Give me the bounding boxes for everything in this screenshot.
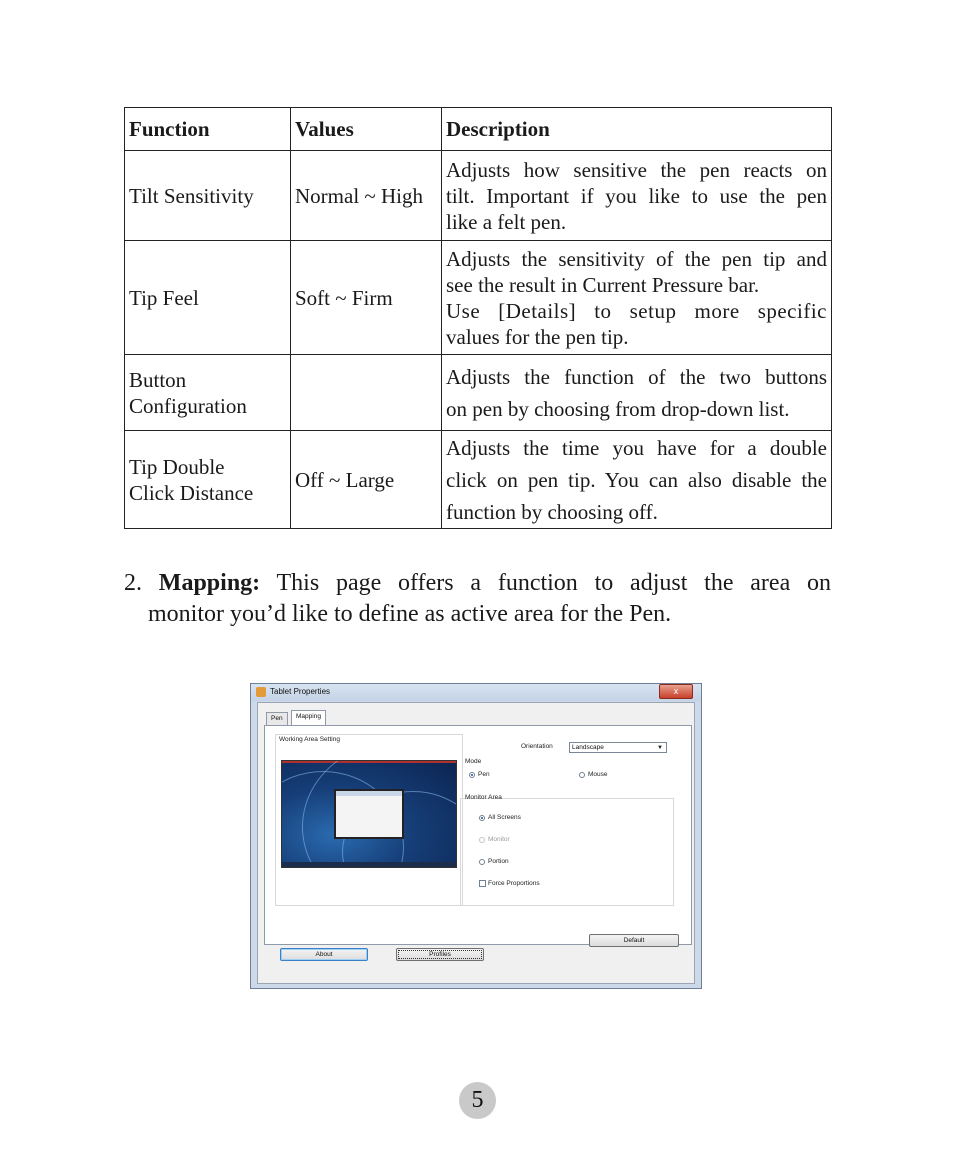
- portion-label: Portion: [488, 858, 509, 865]
- table-row: [125, 355, 832, 431]
- paragraph-line-1: This page offers a function to adjust the area on: [276, 570, 832, 596]
- cell-function: Tip Double Click Distance: [125, 431, 291, 529]
- mapping-heading: Mapping:: [158, 570, 261, 596]
- table-row: [125, 241, 832, 355]
- cell-values: Off ~ Large: [291, 431, 442, 529]
- table-row: [125, 151, 832, 241]
- cell-description: Adjusts the time you have for a double click on pen tip. You can also disable the function by choosing off.: [442, 431, 832, 529]
- mode-label: Mode: [465, 758, 482, 765]
- force-proportions-label: Force Proportions: [488, 880, 540, 887]
- orientation-select[interactable]: Landscape ▼: [569, 742, 667, 753]
- title-bar: [251, 684, 701, 701]
- profiles-button[interactable]: Profiles: [396, 948, 484, 961]
- all-screens-label: All Screens: [488, 814, 521, 821]
- cell-function: Button Configuration: [125, 355, 291, 431]
- monitor-area-label: Monitor Area: [465, 794, 502, 801]
- monitor-label: Monitor: [488, 836, 510, 843]
- app-icon: [256, 687, 266, 697]
- mode-pen-label: Pen: [478, 771, 490, 778]
- default-button[interactable]: Default: [589, 934, 679, 947]
- about-button[interactable]: About: [280, 948, 368, 961]
- preview-window: [334, 789, 404, 839]
- mode-mouse-label: Mouse: [588, 771, 608, 778]
- header-values: Values: [291, 108, 442, 151]
- mapping-panel: [264, 725, 692, 945]
- mapping-paragraph: [124, 568, 831, 630]
- page-number: 5: [459, 1082, 496, 1119]
- paragraph-line-2: monitor you’d like to define as active area for the Pen.: [148, 601, 672, 627]
- close-button[interactable]: x: [659, 684, 693, 699]
- cell-description: Adjusts the function of the two buttons on pen by choosing from drop-down list.: [442, 355, 832, 431]
- tab-mapping[interactable]: Mapping: [291, 710, 326, 726]
- cell-description: Adjusts how sensitive the pen reacts on tilt. Important if you like to use the pen like a felt pen.: [442, 151, 832, 241]
- force-proportions-checkbox[interactable]: [479, 880, 486, 887]
- tab-pen[interactable]: Pen: [266, 712, 288, 725]
- mode-mouse-radio[interactable]: [579, 772, 585, 778]
- cell-function: Tilt Sensitivity: [125, 151, 291, 241]
- window-title: Tablet Properties: [270, 687, 331, 696]
- cell-function: Tip Feel: [125, 241, 291, 355]
- cell-values: Normal ~ High: [291, 151, 442, 241]
- table-row: [125, 431, 832, 529]
- cell-values: Soft ~ Firm: [291, 241, 442, 355]
- monitor-radio[interactable]: [479, 837, 485, 843]
- working-area-label: Working Area Setting: [279, 736, 340, 743]
- all-screens-radio[interactable]: [479, 815, 485, 821]
- chevron-down-icon: ▼: [657, 745, 663, 751]
- cell-description: Adjusts the sensitivity of the pen tip and see the result in Current Pressure bar. Use [Details] to setup more specific values for the pen tip.: [442, 241, 832, 355]
- dialog-body: [257, 702, 695, 984]
- function-table: [124, 107, 832, 529]
- table-header-row: [125, 108, 832, 151]
- header-description: Description: [442, 108, 832, 151]
- preview-taskbar: [282, 862, 456, 867]
- header-function: Function: [125, 108, 291, 151]
- mode-pen-radio[interactable]: [469, 772, 475, 778]
- cell-values: [291, 355, 442, 431]
- list-number: 2.: [124, 570, 142, 596]
- portion-radio[interactable]: [479, 859, 485, 865]
- orientation-label: Orientation: [521, 743, 553, 750]
- tablet-properties-window: [250, 683, 702, 989]
- monitor-preview[interactable]: [281, 760, 457, 868]
